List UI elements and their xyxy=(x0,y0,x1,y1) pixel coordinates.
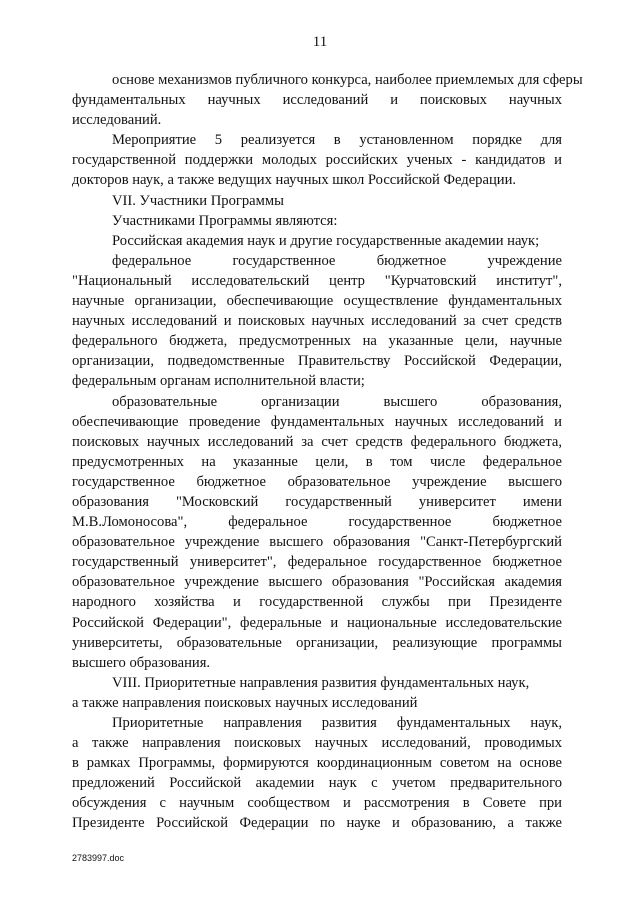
text-line: народного хозяйства и государственной службы при Президенте xyxy=(72,594,562,611)
text-line: "Национальный исследовательский центр "Курчатовский институт", xyxy=(72,272,562,289)
text-line: образовательное учреждение высшего образования "Российская академия xyxy=(72,574,562,591)
paragraph xyxy=(72,392,562,673)
text-line: в рамках Программы, формируются координационным советом на основе xyxy=(72,755,562,772)
text-line: образовательное учреждение высшего образования "Санкт-Петербургский xyxy=(72,534,562,551)
text-line: государственное бюджетное образовательное учреждение высшего xyxy=(72,473,562,490)
paragraph xyxy=(72,713,562,834)
text-line: а также направления поисковых научных исследований xyxy=(72,694,418,711)
text-line: научных исследований и поисковых научных исследований за счет средств xyxy=(72,313,562,330)
text-line: основе механизмов публичного конкурса, наиболее приемлемых для сферы xyxy=(112,72,583,88)
text-line: фундаментальных научных исследований и поисковых научных xyxy=(72,92,562,109)
text-line: Приоритетные направления развития фундаментальных наук, xyxy=(112,715,562,731)
text-line: Президенте Российской Федерации по науке и образованию, а также xyxy=(72,815,562,832)
text-line: обеспечивающие проведение фундаментальных научных исследований и xyxy=(72,413,562,430)
text-line: государственной поддержки молодых российских ученых - кандидатов и xyxy=(72,152,562,169)
text-line: предусмотренных на указанные цели, в том числе федеральное xyxy=(72,453,562,470)
text-line: Участниками Программы являются: xyxy=(112,212,338,229)
text-line: Российской Федерации", федеральные и национальные исследовательские xyxy=(72,614,562,631)
text-line: докторов наук, а также ведущих научных школ Российской Федерации. xyxy=(72,172,517,189)
text-line: университеты, образовательные организации, реализующие программы xyxy=(72,634,562,651)
paragraph xyxy=(72,231,562,251)
text-line: VIII. Приоритетные направления развития фундаментальных наук, xyxy=(112,674,530,691)
file-name-footer: 2783997.doc xyxy=(72,853,125,863)
page-number: 11 xyxy=(312,34,328,50)
text-line: обсуждения с научным сообществом и рассмотрения в Совете при xyxy=(72,795,562,812)
paragraph xyxy=(72,251,562,392)
text-line: поисковых научных исследований за счет средств федерального бюджета, xyxy=(72,433,562,450)
text-line: федерального бюджета, предусмотренных на указанные цели, научные xyxy=(72,333,562,350)
text-line: организации, подведомственные Правительству Российской Федерации, xyxy=(72,353,562,370)
paragraph xyxy=(72,130,562,190)
section-heading xyxy=(72,673,562,713)
section-heading xyxy=(72,191,562,211)
text-line: Мероприятие 5 реализуется в установленном порядке для xyxy=(112,132,562,149)
text-line: федеральное государственное бюджетное учреждение xyxy=(112,252,562,269)
text-line: исследований. xyxy=(72,112,162,129)
text-line: государственный университет", федеральное государственное бюджетное xyxy=(72,554,562,571)
text-line: а также направления поисковых научных исследований, проводимых xyxy=(72,735,562,752)
paragraph xyxy=(72,70,583,130)
text-line: предложений Российской академии наук с учетом предварительного xyxy=(72,775,562,792)
text-line: образовательные организации высшего образования, xyxy=(112,393,562,410)
paragraph xyxy=(72,211,562,231)
text-line: Российская академия наук и другие государственные академии наук; xyxy=(112,232,540,249)
text-line: образования "Московский государственный университет имени xyxy=(72,493,562,510)
text-line: VII. Участники Программы xyxy=(112,192,284,209)
text-line: научные организации, обеспечивающие осуществление фундаментальных xyxy=(72,293,562,310)
text-line: М.В.Ломоносова", федеральное государственное бюджетное xyxy=(72,514,562,531)
text-line: федеральным органам исполнительной власти; xyxy=(72,373,365,390)
body-text xyxy=(72,70,583,834)
text-line: высшего образования. xyxy=(72,654,211,671)
